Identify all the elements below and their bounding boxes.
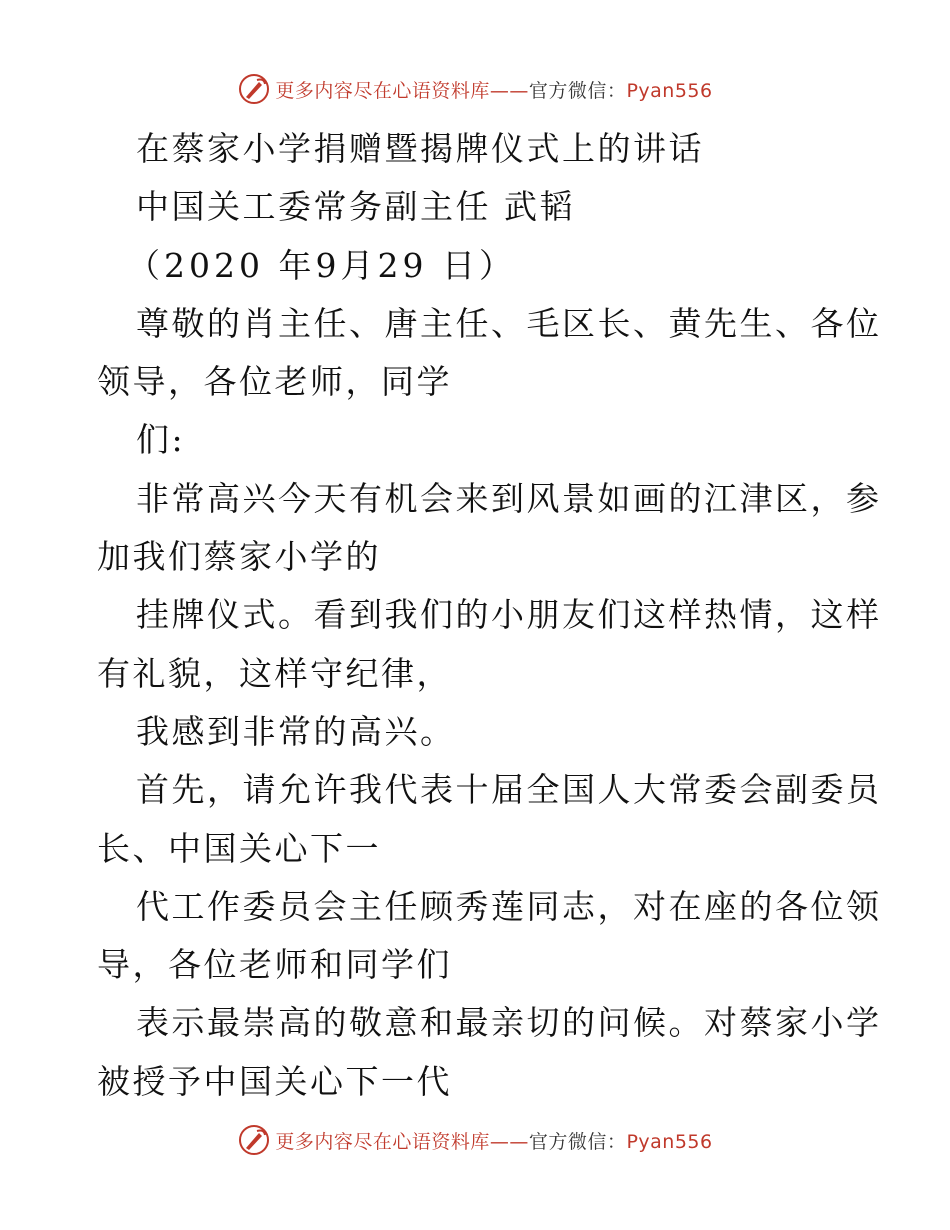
body-line: 表示最崇高的敬意和最亲切的问候。对蔡家小学 bbox=[136, 1003, 882, 1043]
body-line: 代工作委员会主任顾秀莲同志，对在座的各位领 bbox=[136, 886, 882, 926]
body-line: 们: bbox=[136, 420, 186, 460]
document-body bbox=[97, 120, 882, 1111]
document-author: 中国关工委常务副主任 武韬 bbox=[136, 187, 575, 227]
body-line: 领导，各位老师，同学 bbox=[97, 362, 452, 402]
footer-watermark-banner bbox=[0, 1123, 950, 1157]
body-line: 我感到非常的高兴。 bbox=[136, 711, 456, 751]
body-line: 首先，请允许我代表十届全国人大常委会副委员 bbox=[136, 770, 882, 810]
body-line: 挂牌仪式。看到我们的小朋友们这样热情，这样 bbox=[136, 595, 882, 635]
body-line: 被授予中国关心下一代 bbox=[97, 1061, 452, 1101]
body-line: 尊敬的肖主任、唐主任、毛区长、黄先生、各位 bbox=[136, 303, 882, 343]
banner-text: 更多内容尽在心语资料库——官方微信：Pyan556 bbox=[275, 1130, 713, 1153]
body-line: 导，各位老师和同学们 bbox=[97, 945, 452, 985]
banner-text: 更多内容尽在心语资料库——官方微信：Pyan556 bbox=[275, 79, 713, 102]
document-date: （2020 年9月29 日） bbox=[127, 245, 516, 285]
body-line: 加我们蔡家小学的 bbox=[97, 537, 381, 577]
pen-nib-logo-icon bbox=[237, 72, 271, 106]
header-watermark-banner bbox=[0, 72, 950, 106]
document-title: 在蔡家小学捐赠暨揭牌仪式上的讲话 bbox=[136, 129, 704, 168]
body-line: 长、中国关心下一 bbox=[97, 828, 381, 868]
pen-nib-logo-icon bbox=[237, 1123, 271, 1157]
body-line: 非常高兴今天有机会来到风景如画的江津区，参 bbox=[136, 478, 882, 518]
body-line: 有礼貌，这样守纪律， bbox=[97, 653, 452, 693]
